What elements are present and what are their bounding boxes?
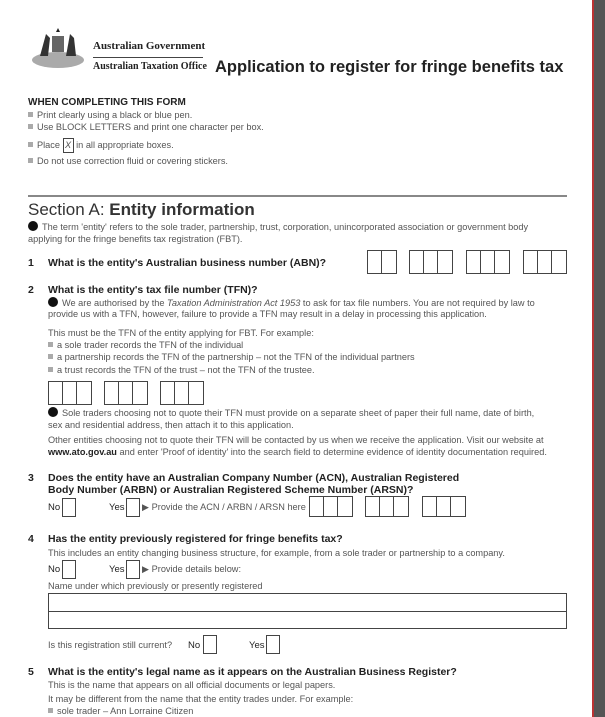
other-entities-note <box>48 447 547 457</box>
q4-provide: ▶ Provide details below: <box>142 564 241 574</box>
current-no-checkbox[interactable] <box>203 635 217 654</box>
tfn-input[interactable] <box>160 381 204 405</box>
q3-provide: ▶ Provide the ACN / ARBN / ARSN here <box>142 502 306 512</box>
previous-name-input-line1[interactable] <box>48 593 567 612</box>
question-number: 2 <box>28 284 34 296</box>
bullet-text: a partnership records the TFN of the partnership – not the TFN of the individual partners <box>57 352 415 362</box>
question-3: Does the entity have an Australian Company Number (ACN), Australian Registered <box>48 472 460 484</box>
note-text: to ask for tax file numbers. You are not required by law to <box>300 298 535 308</box>
q4-no-checkbox[interactable] <box>62 560 76 579</box>
x-mark-example: X <box>63 138 74 153</box>
bullet-text: a trust records the TFN of the trust – not the TFN of the trustee. <box>57 365 315 375</box>
acn-input[interactable] <box>309 496 353 517</box>
previous-name-input-line2[interactable] <box>48 611 567 629</box>
act-name: Taxation Administration Act 1953 <box>167 298 301 308</box>
q5-description: It may be different from the name that the entity trades under. For example: <box>48 694 354 704</box>
yes-label: Yes <box>109 564 125 575</box>
q4-yes-checkbox[interactable] <box>126 560 140 579</box>
note-text: The term 'entity' refers to the sole trader, partnership, trust, corporation, unincorporated association or government body <box>42 222 529 232</box>
instruction-text: in all appropriate boxes. <box>76 140 174 150</box>
no-label: No <box>188 640 201 651</box>
yes-label: Yes <box>249 640 265 651</box>
note-text: Sole traders choosing not to quote their TFN must provide on a separate sheet of paper their full name, date of birth, <box>62 408 535 418</box>
header-divider <box>93 57 203 58</box>
info-icon <box>48 407 58 417</box>
coat-of-arms-logo <box>30 26 86 76</box>
page-edge <box>592 0 605 717</box>
ato-website-link[interactable]: www.ato.gov.au <box>48 447 117 457</box>
bullet-text: a sole trader records the TFN of the individual <box>57 340 244 350</box>
bullet-text: sole trader – Ann Lorraine Citizen <box>57 706 194 716</box>
tfn-bullet <box>48 352 415 362</box>
sole-trader-note <box>48 407 534 418</box>
acn-input[interactable] <box>365 496 409 517</box>
question-number: 4 <box>28 533 34 545</box>
section-title <box>28 200 255 220</box>
tfn-input[interactable] <box>48 381 92 405</box>
other-entities-note: Other entities choosing not to quote their TFN will be contacted by us when we receive the application. Visit our website at <box>48 435 544 445</box>
instruction-text: Use BLOCK LETTERS and print one character per box. <box>37 122 264 132</box>
section-name: Entity information <box>109 200 255 219</box>
tfn-bullet <box>48 340 243 350</box>
provide-text: Provide the ACN / ARBN / ARSN here <box>151 502 306 512</box>
question-number: 1 <box>28 257 34 269</box>
gov-name: Australian Government <box>93 40 206 52</box>
question-3: Body Number (ARBN) or Australian Registered Scheme Number (ARSN)? <box>48 484 414 496</box>
note-text: sex and residential address, then attach it to this application. <box>48 420 294 430</box>
q5-description: This is the name that appears on all official documents or legal papers. <box>48 680 336 690</box>
abn-input[interactable] <box>523 250 567 274</box>
instruction-item <box>28 156 228 166</box>
acn-input[interactable] <box>422 496 466 517</box>
q3-no-checkbox[interactable] <box>62 498 76 517</box>
info-icon <box>28 221 38 231</box>
question-2: What is the entity's tax file number (TFN)? <box>48 284 258 296</box>
abn-input[interactable] <box>466 250 510 274</box>
tfn-note <box>48 297 535 308</box>
note-text: applying for the fringe benefits tax registration (FBT). <box>28 234 243 244</box>
instruction-item <box>28 110 192 120</box>
note-text: provide us with a TFN, however, failure to provide a TFN may result in a delay in processing this application. <box>48 309 487 319</box>
provide-text: Provide details below: <box>151 564 241 574</box>
tfn-bullet <box>48 365 315 375</box>
instruction-item <box>28 138 174 153</box>
section-divider <box>28 195 567 197</box>
q3-yes-checkbox[interactable] <box>126 498 140 517</box>
question-4: Has the entity previously registered for fringe benefits tax? <box>48 533 343 545</box>
section-note <box>28 221 528 232</box>
note-text: and enter 'Proof of identity' into the search field to determine evidence of identity documentation required. <box>116 447 547 457</box>
instruction-text: Print clearly using a black or blue pen. <box>37 110 193 120</box>
current-yes-checkbox[interactable] <box>266 635 280 654</box>
abn-input[interactable] <box>409 250 453 274</box>
previous-name-label: Name under which previously or presently registered <box>48 581 263 591</box>
still-current-label: Is this registration still current? <box>48 640 173 650</box>
yes-label: Yes <box>109 502 125 513</box>
form-title: Application to register for fringe benefits tax <box>215 58 564 76</box>
instructions-heading: WHEN COMPLETING THIS FORM <box>28 97 186 108</box>
q5-bullet <box>48 706 193 716</box>
question-number: 3 <box>28 472 34 484</box>
abn-input[interactable] <box>367 250 397 274</box>
tfn-input[interactable] <box>104 381 148 405</box>
question-number: 5 <box>28 666 34 678</box>
no-label: No <box>48 502 61 513</box>
office-name: Australian Taxation Office <box>93 61 207 72</box>
instruction-text: Place <box>37 140 60 150</box>
question-5: What is the entity's legal name as it appears on the Australian Business Register? <box>48 666 457 678</box>
instruction-text: Do not use correction fluid or covering stickers. <box>37 156 228 166</box>
note-text: We are authorised by the <box>62 298 168 308</box>
info-icon <box>48 297 58 307</box>
section-prefix: Section A: <box>28 200 110 219</box>
question-1: What is the entity's Australian business number (ABN)? <box>48 257 327 269</box>
tfn-must: This must be the TFN of the entity applying for FBT. For example: <box>48 328 314 338</box>
no-label: No <box>48 564 61 575</box>
instruction-item <box>28 122 264 132</box>
q4-description: This includes an entity changing business structure, for example, from a sole trader or partnership to a company. <box>48 548 505 558</box>
